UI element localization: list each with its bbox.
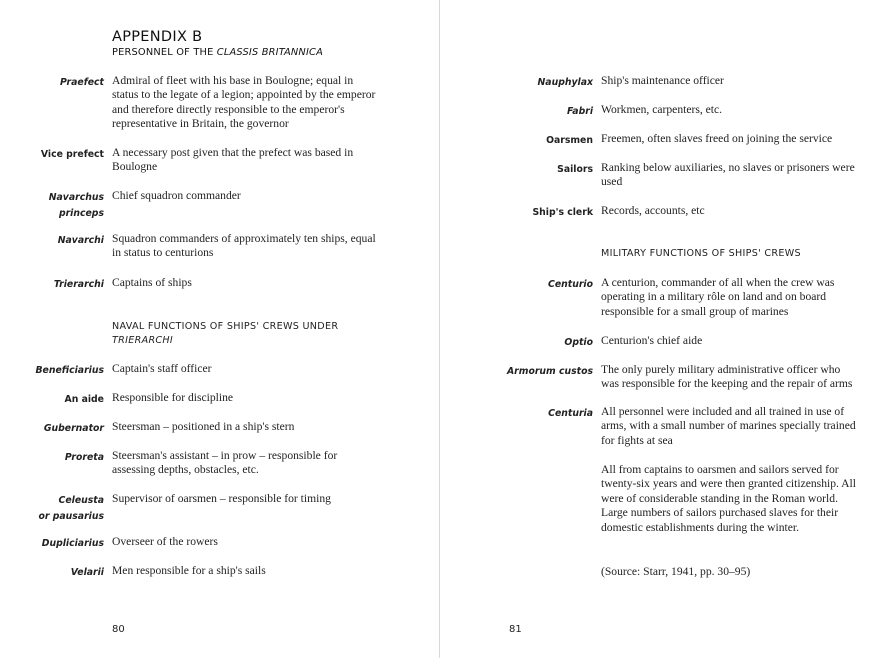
- entry-term: Centuria: [548, 408, 593, 419]
- entry-definition: Captain's staff officer: [112, 362, 212, 375]
- entry-definition: Admiral of fleet with his base in Boulogne; equal in status to the legate of a legion; appointed by the emperor and therefore directly responsible to the emperor's representative in Britain, the governor: [112, 74, 376, 131]
- entry-definition: Responsible for discipline: [112, 391, 234, 404]
- entry-term-line: or pausarius: [38, 510, 104, 522]
- entry-term: Sailors: [557, 164, 593, 175]
- entry-definition: Freemen, often slaves freed on joining the service: [601, 132, 833, 145]
- entry-term: [4, 493, 104, 524]
- entry-term-line: Celeusta: [58, 495, 104, 506]
- subtitle-prefix: PERSONNEL OF THE: [112, 47, 217, 58]
- entry-definition: Records, accounts, etc: [601, 204, 705, 217]
- entry-term: Velarii: [70, 567, 104, 578]
- section-heading-italic: TRIERARCHI: [112, 335, 174, 347]
- entry-definition: The only purely military administrative officer who was responsible for the keeping and the repair of arms: [601, 363, 853, 391]
- entry-term: Gubernator: [43, 423, 104, 434]
- entry-term: Navarchus princeps: [48, 192, 104, 219]
- entry-term: Praefect: [60, 77, 104, 88]
- closing-paragraph: All from captains to oarsmen and sailors served for twenty-six years and were then granted citizenship. All were of considerable standing in the Roman world. Large numbers of sailors purchased slaves for their domestic establishments during the winter.: [601, 463, 856, 534]
- entry-term: Fabri: [567, 106, 593, 117]
- entry-term: Beneficiarius: [35, 365, 104, 376]
- entry-definition: Ship's maintenance officer: [601, 74, 724, 87]
- entry-definition: Overseer of the rowers: [112, 535, 218, 548]
- entry-term: Dupliciarius: [41, 538, 104, 549]
- left-page: [0, 0, 440, 658]
- entry-definition: Chief squadron commander: [112, 189, 241, 202]
- section-heading-military: MILITARY FUNCTIONS OF SHIPS' CREWS: [601, 248, 801, 259]
- entry-definition: Captains of ships: [112, 276, 192, 289]
- page-number: 80: [112, 624, 125, 635]
- entry-term: An aide: [64, 394, 104, 405]
- entry-term: Vice prefect: [40, 149, 104, 160]
- entry-term: Trierarchi: [53, 279, 104, 290]
- entry-term: Ship's clerk: [532, 207, 593, 218]
- entry-term: Optio: [564, 337, 593, 348]
- appendix-subtitle: [112, 47, 323, 58]
- section-heading-naval: [112, 320, 392, 349]
- entry-definition: Centurion's chief aide: [601, 334, 703, 347]
- entry-term: Armorum custos: [506, 366, 593, 377]
- entry-term: Nauphylax: [537, 77, 593, 88]
- entry-term: Navarchi: [57, 235, 104, 246]
- source-citation: (Source: Starr, 1941, pp. 30–95): [601, 565, 751, 578]
- entry-definition: Ranking below auxiliaries, no slaves or prisoners were used: [601, 161, 855, 189]
- entry-definition: Men responsible for a ship's sails: [112, 564, 266, 577]
- entry-definition: Workmen, carpenters, etc.: [601, 103, 723, 116]
- entry-definition: All personnel were included and all trained in use of arms, with a small number of marines specially trained for fights at sea: [601, 405, 856, 447]
- section-heading-text: NAVAL FUNCTIONS OF SHIPS' CREWS UNDER: [112, 321, 339, 332]
- subtitle-italic: CLASSIS BRITANNICA: [216, 47, 323, 58]
- entry-term: Proreta: [64, 452, 104, 463]
- entry-definition: Steersman's assistant – in prow – responsible for assessing depths, obstacles, etc.: [112, 449, 338, 477]
- entry-definition: Steersman – positioned in a ship's stern: [112, 420, 295, 433]
- entry-definition: A centurion, commander of all when the crew was operating in a military rôle on land and on board responsible for a small group of marines: [601, 276, 835, 318]
- entry-term: Oarsmen: [546, 135, 593, 146]
- entry-definition: Supervisor of oarsmen – responsible for timing: [112, 492, 331, 505]
- entry-definition: A necessary post given that the prefect was based in Boulogne: [112, 146, 354, 174]
- entry-term: Centurio: [548, 279, 593, 290]
- right-page: [441, 0, 882, 658]
- page-number: 81: [509, 624, 522, 635]
- entry-definition: Squadron commanders of approximately ten ships, equal in status to centurions: [112, 232, 376, 260]
- appendix-title: APPENDIX B: [112, 29, 203, 45]
